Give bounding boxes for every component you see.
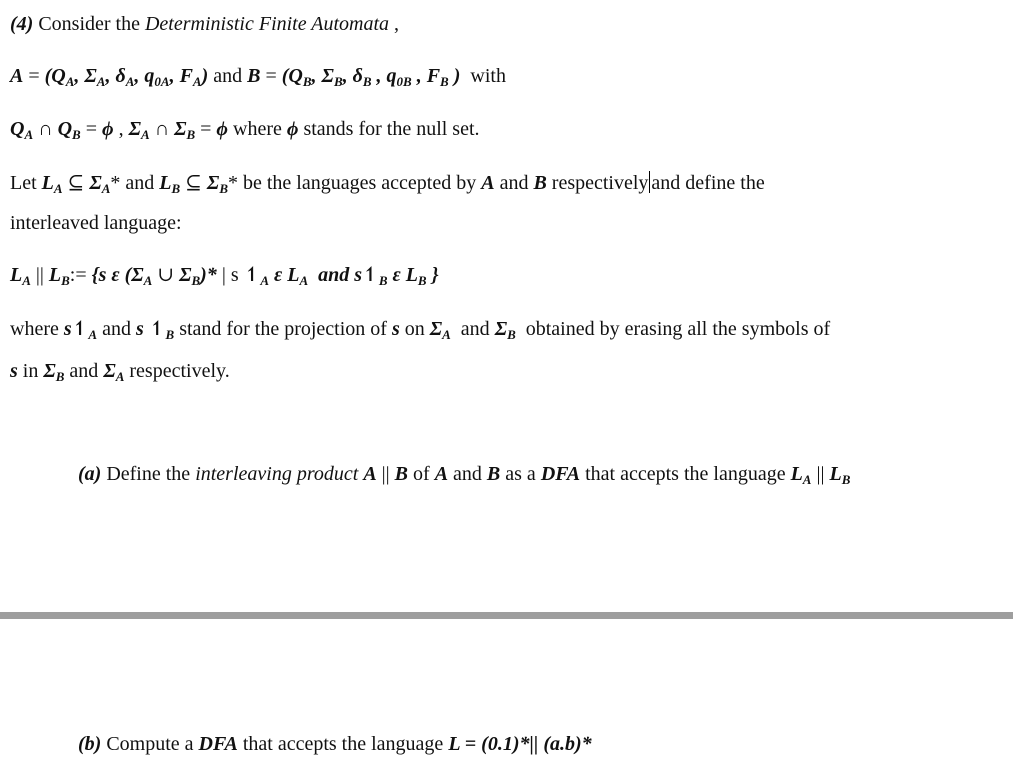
- projection-definition: where $s↿_A$ and s $↿_B$ stand for the projection of s on $\Sigma_A$ and $\Sigma_B$ obtained by erasing all the symbols of: [10, 318, 831, 342]
- part-b-label: (b): [78, 733, 102, 755]
- interleaved-label: interleaved language:: [10, 212, 182, 234]
- consider-text: Consider the: [38, 13, 140, 35]
- problem-header: (4) Consider the Deterministic Finite Automata ,: [10, 13, 400, 35]
- section-divider: [0, 612, 1013, 619]
- interleaved-formula: $L_A$ || $L_B:= \{s$ ε ($\Sigma_A$ ∪ $\Sigma_B)*$ | s $↿_A$ ε $L_A$ and $s↿_B$ ε $L_B$ }: [10, 264, 439, 288]
- language-expression: L = (0.1)*|| (a.b)*: [448, 733, 592, 755]
- part-b-question: (b) Compute a DFA that accepts the language L = (0.1)*|| (a.b)*: [78, 733, 592, 755]
- problem-number: (4): [10, 13, 34, 35]
- automata-definition: $A = (Q_A$, $\Sigma_A$, $\delta_A$, $q_{0A}$, $F_A$) and $B = (Q_B$, $\Sigma_B$, $\delta_B$ , $q_{0B}$ , $F_B$ ) with: [10, 65, 506, 89]
- projection-continued: s in $\Sigma_B$ and $\Sigma_A$ respectively.: [10, 360, 230, 384]
- dfa-phrase: Deterministic Finite Automata: [144, 13, 390, 35]
- language-definition: Let $L_A$ ⊆ $\Sigma_A*$ and $L_B$ ⊆ $\Sigma_B*$ be the languages accepted by A and B respectively and define the: [10, 172, 765, 196]
- disjoint-condition: $Q_A$ ∩ $Q_B = \phi$ , $\Sigma_A$ ∩ $\Sigma_B = \phi$ where ϕ stands for the null set.: [10, 118, 480, 142]
- part-a-label: (a): [78, 463, 102, 485]
- with-text: with: [470, 65, 506, 87]
- part-a-question: (a) Define the interleaving product A || B of A and B as a DFA that accepts the language $L_A$ || $L_B$: [78, 463, 851, 487]
